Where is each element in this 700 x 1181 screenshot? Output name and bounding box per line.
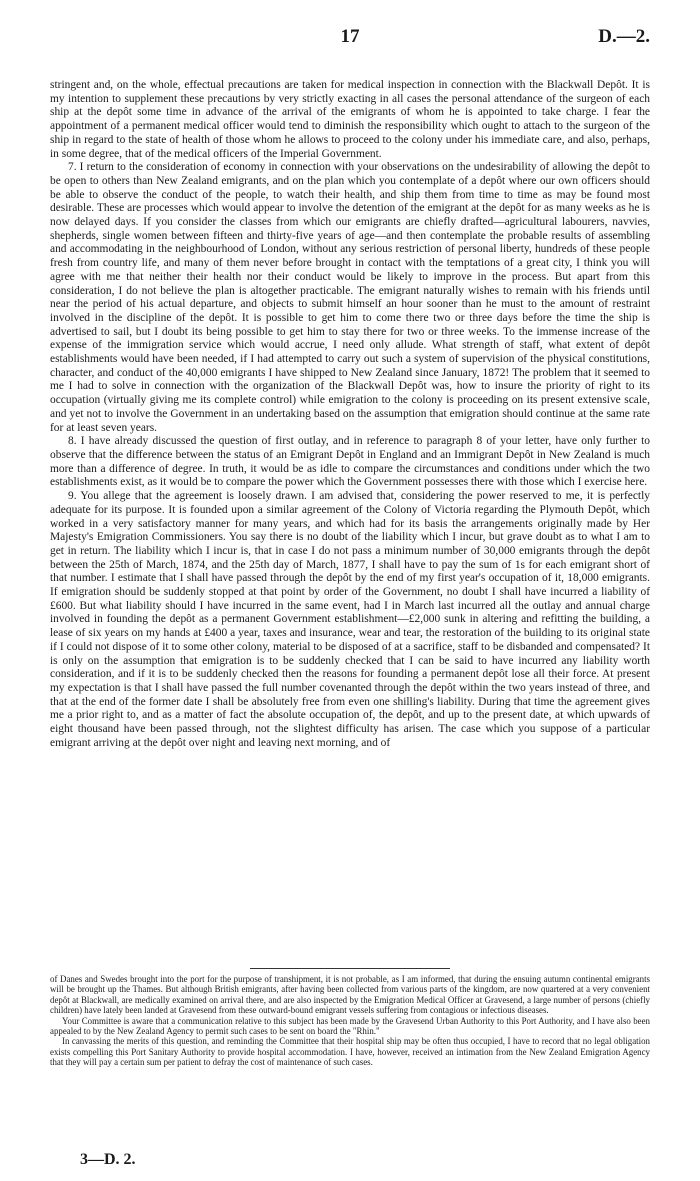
page-header <box>50 26 650 52</box>
paragraph-7: 7. I return to the consideration of economy in connection with your observations on the undesirability of allowing the depôt to be open to others than New Zealand emigrants, and on the plan which you contemplate of a depôt where our own officers should be able to observe the conduct of the people, to watch their health, and ship them from time to time as may be found most desirable. These are processes which would appear to involve the detention of the emigrant at the depôt for as many weeks as he is now delayed days. If you consider the classes from which our emigrants are chiefly drafted—agricultural labourers, navvies, shepherds, single women between fifteen and thirty-five years of age—and then contemplate the probable results of assembling and accommodating in the neighbourhood of London, without any serious restriction of personal liberty, hundreds of these people fresh from country life, and many of them never before brought in contact with the temptations of a great city, I think you will agree with me that neither their health nor their conduct would be likely to improve in the process. But apart from this consideration, I do not believe the plan is altogether practicable. The emigrant naturally wishes to remain with his friends until near the period of his actual departure, and objects to submit himself an hour sooner than he must to the amount of restraint involved in the discipline of the depôt. It is possible to get him to come there two or three days before the time the ship is advertised to sail, but I doubt its being possible to get him to stay there for two or three weeks. To the immense increase of the expense of the immigration service which would accrue, I need only allude. What strength of staff, what extent of depôt establishments would have been needed, if I had attempted to carry out such a system of supervision of the physical constitutions, character, and conduct of the 40,000 emigrants I have shipped to New Zealand since January, 1872! The problem that it seemed to me I had to solve in connection with the organization of the Blackwall Depôt was, how to insure the priority of right to its occupation (virtually giving me its complete control) while emigration to the colony is proceeding on its present extensive scale, and yet not to involve the Government in an undertaking based on the assumption that emigration should continue at the same rate for at least seven years. <box>50 161 650 434</box>
footnote-paragraph: of Danes and Swedes brought into the port for the purpose of transhipment, it is not probable, as I am informed, that during the ensuing autumn continental emigrants will be brought up the Thames. But although British emigrants, after having been collected from various parts of the kingdom, are now quartered at a very convenient depôt at Blackwall, are medically examined on arrival there, and are also inspected by the Emigration Medical Officer at Gravesend, a large number of persons (chiefly children) have lately been landed at Gravesend from these outward-bound emigrant vessels suffering from contagious or infectious diseases. <box>50 974 650 1016</box>
paragraph-8: 8. I have already discussed the question of first outlay, and in reference to paragraph 8 of your letter, have only further to observe that the difference between the status of an Emigrant Depôt in England and an Immigrant Depôt in New Zealand is much more than a difference of degree. In truth, it would be as idle to compare the circumstances and conditions under which the two establishments exist, as it would be to compare the power which the Government possesses there with those which I exercise here. <box>50 435 650 489</box>
page-number: 17 <box>340 26 360 47</box>
paragraph-9: 9. You allege that the agreement is loosely drawn. I am advised that, considering the power reserved to me, it is perfectly adequate for its purpose. It is founded upon a similar agreement of the Colony of Victoria regarding the Plymouth Depôt, which worked in a very satisfactory manner for many years, and which had for its basis the arrangements originally made by Her Majesty's Emigration Commissioners. You say there is no doubt of the liability which I incur, but grave doubt as to what I am to get in return. The liability which I incur is, that in case I do not pass a minimum number of 30,000 emigrants through the depôt between the 25th of March, 1874, and the 25th day of March, 1877, I shall have to pay the sum of 1s for each emigrant short of that number. I estimate that I shall have passed through the depôt by the end of my first year's occupation of it, 18,000 emigrants. If emigration should be suddenly stopped at that point by order of the Government, no doubt I shall have incurred a liability of £600. But what liability should I have incurred in the same event, had I in March last incurred all the outlay and annual charge involved in founding the depôt as a permanent Government establishment—£2,000 sunk in altering and refitting the building, a lease of six years on my hands at £400 a year, taxes and insurance, wear and tear, the restoration of the building to its original state if I could not dispose of it to some other colony, material to be disposed of at a sacrifice, staff to be disbanded and compensated? It is only on the assumption that emigration is to be suddenly checked that I can be said to have incurred any liability worth consideration, and if it is to be suddenly checked then the reasons for founding a permanent depôt lose all their force. At present my expectation is that I shall have passed the full number covenanted through the depôt within the two years instead of three, and that at the end of the former date I shall be absolutely free from even one shilling's liability. During that time the agreement gives me a prior right to, and as a matter of fact the absolute occupation of, the depôt, and up to the present date, at which upwards of eight thousand have been passed through, not the slightest difficulty has arisen. The case which you suppose of a particular emigrant arriving at the depôt over night and leaving next morning, and of <box>50 490 650 749</box>
document-reference: D.—2. <box>598 26 650 47</box>
body-text <box>50 79 650 750</box>
signature-mark: 3—D. 2. <box>80 1151 136 1168</box>
footnote-paragraph: Your Committee is aware that a communication relative to this subject has been made by the Gravesend Urban Authority to this Port Authority, and I have also been appealed to by the New Zealand Agency to permit such cases to be sent on board the "Rhin." <box>50 1015 650 1037</box>
footnotes <box>50 974 650 1068</box>
paragraph-continuation: stringent and, on the whole, effectual precautions are taken for medical inspection in connection with the Blackwall Depôt. It is my intention to supplement these precautions by very strictly exacting in all cases the personal attendance of the surgeon of each ship at the depôt some time in advance of the arrival of the emigrants of whom he is appointed to take charge. I fear the appointment of a permanent medical officer would tend to diminish the responsibility which ought to attach to the surgeon of the ship in regard to the state of health of those whom he allows to proceed to the colony under his immediate care, and also, perhaps, in some degree, that of the medical officers of the Imperial Government. <box>50 79 650 160</box>
footnote-paragraph: In canvassing the merits of this question, and reminding the Committee that their hospital ship may be often thus occupied, I have to record that no legal obligation exists compelling this Port Sanitary Authority to provide hospital accommodation. I have, however, received an intimation from the New Zealand Emigration Agency that they will pay a certain sum per patient to defray the cost of maintenance of such cases. <box>50 1036 650 1068</box>
footnote-divider <box>250 968 450 969</box>
